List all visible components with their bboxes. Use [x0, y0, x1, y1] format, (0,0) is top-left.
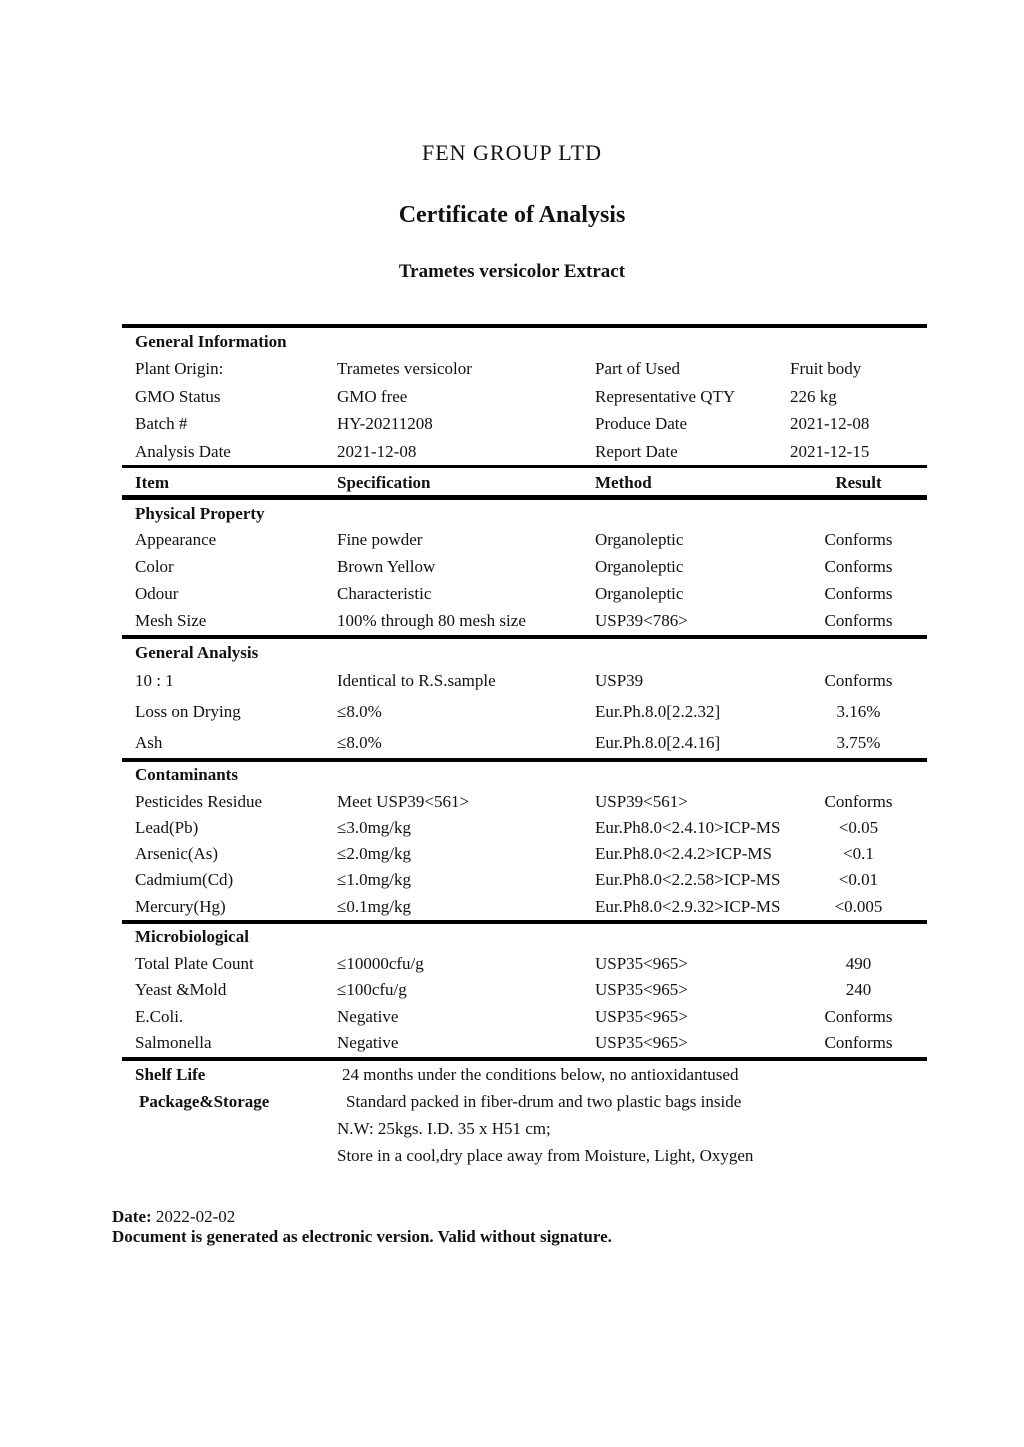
item-cell: Pesticides Residue: [135, 791, 263, 811]
date-value: 2022-02-02: [151, 1206, 236, 1226]
item-cell: Appearance: [135, 530, 217, 550]
info-label: Report Date: [595, 441, 678, 461]
package-storage-value: Standard packed in fiber-drum and two plastic bags inside: [346, 1091, 742, 1111]
shelf-life-row: [122, 1061, 927, 1088]
net-weight-text: N.W: 25kgs. I.D. 35 x H51 cm;: [337, 1118, 551, 1138]
result-cell: Conforms: [824, 1033, 893, 1053]
document-title: Certificate of Analysis: [398, 202, 626, 228]
info-value: HY-20211208: [337, 414, 433, 434]
result-cell: Conforms: [824, 557, 893, 577]
package-storage-line: [122, 1142, 927, 1169]
column-header-specification: Specification: [337, 473, 431, 493]
electronic-version-note: Document is generated as electronic version. Valid without signature.: [112, 1227, 612, 1247]
table-row: [122, 554, 927, 581]
item-cell: Arsenic(As): [135, 844, 219, 864]
specification-cell: Characteristic: [337, 584, 432, 604]
result-cell: <0.005: [834, 896, 883, 916]
result-cell: <0.01: [838, 870, 879, 890]
result-cell: 3.75%: [836, 732, 881, 752]
storage-conditions-text: Store in a cool,dry place away from Moisture, Light, Oxygen: [337, 1145, 754, 1165]
item-cell: E.Coli.: [135, 1006, 184, 1026]
column-header-item: Item: [135, 473, 169, 493]
table-row: [122, 697, 927, 728]
table-row: [122, 841, 927, 867]
result-cell: Conforms: [824, 584, 893, 604]
item-cell: Loss on Drying: [135, 702, 241, 722]
item-cell: Total Plate Count: [135, 953, 254, 973]
result-cell: 3.16%: [836, 702, 881, 722]
method-cell: Organoleptic: [595, 530, 684, 550]
method-cell: Eur.Ph.8.0[2.2.32]: [595, 702, 721, 722]
column-header-method: Method: [595, 473, 652, 493]
method-cell: USP35<965>: [595, 953, 688, 973]
general-analysis-section: [122, 639, 927, 758]
general-information-section: [122, 328, 927, 465]
method-cell: Eur.Ph.8.0[2.4.16]: [595, 732, 721, 752]
table-row: [122, 789, 927, 815]
storage-section: [122, 1061, 927, 1169]
info-row: [122, 438, 927, 465]
specification-cell: ≤8.0%: [337, 732, 382, 752]
info-label: Produce Date: [595, 414, 688, 434]
info-label: Representative QTY: [595, 386, 736, 406]
info-value: Trametes versicolor: [337, 359, 472, 379]
info-row: [122, 355, 927, 382]
table-header-row: [122, 468, 927, 495]
date-line: [112, 1207, 1024, 1228]
item-cell: Yeast &Mold: [135, 980, 227, 1000]
info-row: [122, 383, 927, 410]
table-row: [122, 608, 927, 635]
physical-property-section: [122, 500, 927, 635]
document-footer: [112, 1207, 1024, 1248]
info-value: 2021-12-08: [790, 414, 870, 434]
column-header-result: Result: [835, 473, 882, 493]
table-row: [122, 728, 927, 759]
specification-cell: Identical to R.S.sample: [337, 671, 496, 691]
info-label: Batch #: [135, 414, 188, 434]
result-cell: Conforms: [824, 530, 893, 550]
method-cell: Eur.Ph8.0<2.4.10>ICP-MS: [595, 817, 781, 837]
method-cell: USP35<965>: [595, 980, 688, 1000]
result-cell: <0.05: [838, 817, 879, 837]
method-cell: Organoleptic: [595, 584, 684, 604]
specification-cell: Meet USP39<561>: [337, 791, 470, 811]
table-row: [122, 815, 927, 841]
item-cell: Mercury(Hg): [135, 896, 226, 916]
package-storage-line: [122, 1115, 927, 1142]
method-cell: USP39: [595, 671, 644, 691]
date-label: Date:: [112, 1206, 152, 1226]
specification-cell: ≤0.1mg/kg: [337, 896, 412, 916]
result-cell: <0.1: [843, 844, 874, 864]
specification-cell: Fine powder: [337, 530, 423, 550]
info-value: Fruit body: [790, 359, 862, 379]
specification-cell: Brown Yellow: [337, 557, 436, 577]
table-row: [122, 867, 927, 893]
specification-cell: ≤10000cfu/g: [337, 953, 424, 973]
item-cell: Cadmium(Cd): [135, 870, 234, 890]
item-cell: Ash: [135, 732, 163, 752]
section-heading: Contaminants: [135, 765, 238, 785]
table-row: [122, 977, 927, 1004]
section-heading: General Analysis: [135, 643, 259, 663]
table-row: [122, 894, 927, 920]
info-label: Analysis Date: [135, 441, 231, 461]
package-storage-label: Package&Storage: [139, 1091, 270, 1111]
specification-cell: Negative: [337, 1033, 399, 1053]
table-row: [122, 527, 927, 554]
result-cell: Conforms: [824, 791, 893, 811]
shelf-life-value: 24 months under the conditions below, no antioxidantused: [342, 1064, 739, 1084]
specification-cell: Negative: [337, 1006, 399, 1026]
result-cell: Conforms: [824, 611, 893, 631]
microbiological-section: [122, 924, 927, 1057]
company-name: FEN GROUP LTD: [421, 140, 603, 165]
section-heading: General Information: [135, 332, 287, 351]
table-row: [122, 666, 927, 697]
info-value: GMO free: [337, 386, 408, 406]
specification-cell: ≤2.0mg/kg: [337, 844, 412, 864]
item-cell: Odour: [135, 584, 179, 604]
specification-cell: ≤3.0mg/kg: [337, 817, 412, 837]
method-cell: USP39<786>: [595, 611, 688, 631]
method-cell: Eur.Ph8.0<2.4.2>ICP-MS: [595, 844, 772, 864]
info-value: 2021-12-08: [337, 441, 417, 461]
result-cell: 490: [845, 953, 872, 973]
product-name: Trametes versicolor Extract: [398, 261, 626, 282]
item-cell: Lead(Pb): [135, 817, 199, 837]
table-row: [122, 581, 927, 608]
info-value: 226 kg: [790, 386, 837, 406]
section-heading: Physical Property: [135, 504, 265, 524]
section-heading: Microbiological: [135, 927, 249, 947]
method-cell: Eur.Ph8.0<2.9.32>ICP-MS: [595, 896, 781, 916]
specification-cell: ≤8.0%: [337, 702, 382, 722]
table-row: [122, 1004, 927, 1031]
item-cell: Color: [135, 557, 174, 577]
item-cell: 10 : 1: [135, 671, 174, 691]
info-label: Part of Used: [595, 359, 680, 379]
result-cell: Conforms: [824, 671, 893, 691]
package-storage-row: [122, 1088, 927, 1115]
shelf-life-label: Shelf Life: [135, 1064, 206, 1084]
table-row: [122, 1030, 927, 1057]
info-value: 2021-12-15: [790, 441, 870, 461]
info-label: GMO Status: [135, 386, 221, 406]
result-cell: Conforms: [824, 1006, 893, 1026]
table-row: [122, 951, 927, 978]
info-label: Plant Origin:: [135, 359, 224, 379]
info-row: [122, 410, 927, 437]
specification-cell: ≤1.0mg/kg: [337, 870, 412, 890]
method-cell: USP35<965>: [595, 1033, 688, 1053]
method-cell: USP39<561>: [595, 791, 688, 811]
result-cell: 240: [845, 980, 872, 1000]
method-cell: Eur.Ph8.0<2.2.58>ICP-MS: [595, 870, 781, 890]
specification-cell: 100% through 80 mesh size: [337, 611, 526, 631]
method-cell: USP35<965>: [595, 1006, 688, 1026]
specification-cell: ≤100cfu/g: [337, 980, 407, 1000]
item-cell: Salmonella: [135, 1033, 212, 1053]
method-cell: Organoleptic: [595, 557, 684, 577]
item-cell: Mesh Size: [135, 611, 207, 631]
coa-table: [122, 324, 927, 1169]
contaminants-section: [122, 762, 927, 920]
